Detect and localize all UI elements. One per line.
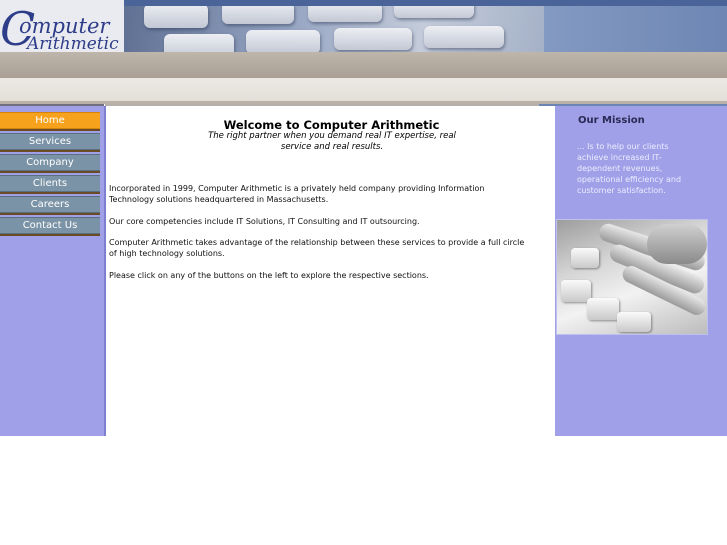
mission-heading: Our Mission — [578, 115, 645, 126]
nav-home-button[interactable]: Home — [0, 112, 100, 129]
right-sidebar — [555, 106, 727, 436]
main-navigation — [0, 108, 100, 234]
site-header — [0, 0, 727, 104]
company-logo[interactable] — [0, 2, 124, 56]
logo-line-2: Arithmetic — [27, 34, 119, 54]
left-sidebar — [0, 106, 105, 436]
nav-services-button[interactable]: Services — [0, 133, 100, 150]
nav-contact-us-button[interactable]: Contact Us — [0, 217, 100, 234]
nav-careers-button[interactable]: Careers — [0, 196, 100, 213]
nav-clients-button[interactable]: Clients — [0, 175, 100, 192]
intro-paragraph: Incorporated in 1999, Computer Arithmetic is a privately held company providing Information Technology solutions headquartered in Massachusetts. — [109, 184, 485, 204]
logo-initial: C — [0, 2, 36, 56]
page-title: Welcome to Computer Arithmetic — [223, 118, 440, 132]
nav-company-button[interactable]: Company — [0, 154, 100, 171]
typing-hands-image — [556, 219, 708, 335]
header-light-band — [0, 78, 727, 102]
mission-text: ... Is to help our clients achieve increased IT-dependent revenues, operational efficiency and customer satisfaction. — [577, 142, 682, 195]
instructions-paragraph: Please click on any of the buttons on the left to explore the respective sections. — [109, 271, 429, 280]
services-paragraph: Computer Arithmetic takes advantage of the relationship between these services to provide a full circle of high technology solutions. — [109, 238, 525, 258]
competencies-paragraph: Our core competencies include IT Solutions, IT Consulting and IT outsourcing. — [109, 217, 420, 226]
page-tagline: The right partner when you demand real IT expertise, real service and real results. — [208, 131, 456, 152]
logo-line-1: omputer — [19, 14, 110, 38]
header-top-line — [124, 0, 727, 6]
main-content — [105, 106, 556, 436]
